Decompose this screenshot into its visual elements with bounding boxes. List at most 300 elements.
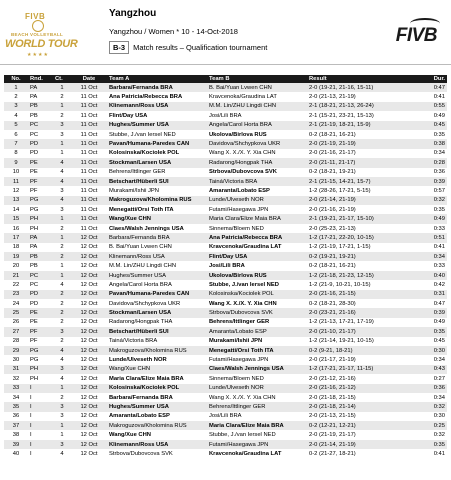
cell-no: 5 — [4, 121, 28, 130]
cell-team-a: Makroguzova/Kholomina RUS — [107, 196, 207, 205]
cell-round: I — [28, 421, 53, 430]
cell-date: 11 Oct — [71, 139, 107, 148]
section-title: Match results – Qualification tournament — [133, 43, 268, 52]
cell-result: 2-0 (21-16, 21-12) — [307, 384, 417, 393]
cell-round: PC — [30, 281, 39, 288]
cell-date: 12 Oct — [80, 375, 98, 382]
cell-result: 2-1 (15-21, 23-21, 15-13) — [309, 112, 374, 119]
cell-result: 2-0 (23-21, 21-16) — [307, 308, 417, 317]
table-row — [4, 355, 447, 364]
cell-duration: 0:28 — [417, 158, 447, 167]
cell-date: 11 Oct — [80, 206, 98, 213]
cell-result: 0-2 (9-21, 18-21) — [307, 346, 417, 355]
cell-court: 1 — [53, 139, 71, 148]
cell-team-a: M.M. Lin/ZHU Lingdi CHN — [109, 263, 177, 270]
world-tour-logo — [5, 12, 78, 60]
cell-team-a: Pavan/Humana-Paredes CAN — [107, 290, 207, 299]
cell-court: 1 — [60, 263, 64, 270]
cell-team-b: Menegatti/Orsi Toth ITA — [207, 346, 307, 355]
cell-no: 6 — [14, 131, 18, 138]
cell-round: I — [30, 394, 32, 401]
cell-round: PG — [30, 357, 39, 364]
table-row — [4, 449, 447, 458]
cell-result: 1-2 (21-19, 17-21, 1-15) — [309, 244, 371, 251]
cell-no: 27 — [4, 327, 28, 336]
cell-team-b: Ukolova/Birlova RUS — [209, 131, 267, 138]
table-row — [4, 374, 447, 383]
cell-court: 2 — [60, 338, 64, 345]
cell-date: 11 Oct — [80, 94, 98, 101]
cell-round: PA — [30, 244, 38, 251]
cell-result: 2-0 (21-16, 21-17) — [309, 150, 356, 157]
cell-team-b: Kravcenoka/Graudina LAT — [209, 94, 277, 101]
cell-duration: 0:49 — [417, 214, 447, 223]
cell-no: 23 — [4, 290, 28, 299]
cell-no: 10 — [12, 169, 20, 176]
cell-court: 2 — [53, 252, 71, 261]
cell-result: 2-0 (21-16, 21-15) — [307, 290, 417, 299]
cell-court: 3 — [60, 206, 64, 213]
cell-date: 12 Oct — [71, 252, 107, 261]
cell-date: 11 Oct — [80, 169, 98, 176]
cell-court: 4 — [60, 375, 64, 382]
cell-team-a: Strbova/Dubovcova SVK — [109, 450, 173, 457]
cell-date: 12 Oct — [80, 281, 98, 288]
cell-date: 12 Oct — [71, 402, 107, 411]
cell-team-b: Ukolova/Birlova RUS — [207, 271, 307, 280]
cell-duration: 0:43 — [417, 365, 447, 374]
cell-date: 11 Oct — [71, 177, 107, 186]
cell-date: 12 Oct — [80, 244, 98, 251]
cell-round: I — [30, 413, 32, 420]
cell-round: PH — [28, 214, 53, 223]
cell-no: 1 — [4, 83, 28, 92]
cell-round: I — [30, 450, 32, 457]
cell-duration: 0:35 — [417, 327, 447, 336]
cell-date: 11 Oct — [71, 196, 107, 205]
cell-court: 3 — [53, 440, 71, 449]
table-row — [4, 308, 447, 317]
cell-no: 21 — [4, 271, 28, 280]
table-row — [4, 290, 447, 299]
table-row — [4, 149, 447, 158]
cell-date: 12 Oct — [80, 300, 98, 307]
cell-court: 4 — [60, 357, 64, 364]
cell-team-b: Wang X. X./X. Y. Xia CHN — [209, 300, 277, 307]
cell-result: 1-2 (21-13, 17-21, 17-19) — [309, 319, 374, 326]
cell-no: 15 — [4, 214, 28, 223]
cell-court: 4 — [60, 169, 64, 176]
cell-team-a: Makroguzova/Kholomina RUS — [107, 346, 207, 355]
cell-duration: 0:57 — [433, 187, 445, 194]
cell-result: 2-0 (21-18, 21-14) — [307, 402, 417, 411]
cell-court: 1 — [53, 102, 71, 111]
cell-team-a: Murakami/Ishii JPN — [109, 187, 159, 194]
cell-no: 2 — [14, 94, 18, 101]
cell-duration: 0:30 — [433, 413, 445, 420]
cell-result: 2-0 (19-21, 21-16, 15-11) — [307, 83, 417, 92]
cell-no: 3 — [4, 102, 28, 111]
table-row — [4, 346, 447, 355]
cell-round: PE — [28, 308, 53, 317]
cell-round: PD — [30, 300, 39, 307]
cell-team-b: Amaranta/Lobato ESP — [207, 327, 307, 336]
cell-team-a: Ana Patricia/Rebecca BRA — [109, 94, 183, 101]
cell-team-a: Makroguzova/Kholomina RUS — [107, 421, 207, 430]
col-header-court: Ct. — [53, 75, 71, 83]
cell-team-a: Maria Clara/Elize Maia BRA — [109, 375, 184, 382]
table-header-row — [4, 75, 447, 83]
cell-duration: 0:32 — [433, 432, 445, 439]
cell-date: 12 Oct — [80, 432, 98, 439]
cell-round: I — [28, 402, 53, 411]
cell-result: 2-0 (21-19, 21-19) — [307, 139, 417, 148]
table-row — [4, 430, 447, 439]
cell-result: 2-1 (19-21, 21-17, 15-10) — [307, 214, 417, 223]
cell-team-b: Stubbe, J./van Iersel NED — [209, 432, 276, 439]
cell-duration: 0:33 — [433, 225, 445, 232]
cell-team-b: Lunde/Ulveseth NOR — [207, 196, 307, 205]
cell-team-a: Hughes/Summer USA — [107, 121, 207, 130]
cell-court: 2 — [53, 290, 71, 299]
table-row — [4, 83, 447, 92]
cell-team-a: Klinemann/Ross USA — [107, 440, 207, 449]
cell-court: 3 — [53, 327, 71, 336]
cell-duration: 0:35 — [417, 440, 447, 449]
cell-result: 2-0 (21-16, 21-19) — [309, 206, 356, 213]
cell-team-b: Sinnema/Bloem NED — [209, 225, 264, 232]
logo-world-tour-text: WORLD TOUR — [5, 38, 78, 50]
col-header-team-a: Team A — [107, 75, 207, 83]
table-row — [4, 111, 447, 120]
cell-result: 1-2 (21-14, 19-21, 10-15) — [309, 338, 374, 345]
cell-date: 11 Oct — [80, 150, 98, 157]
cell-date: 12 Oct — [71, 440, 107, 449]
cell-duration: 0:31 — [417, 290, 447, 299]
cell-court: 2 — [60, 394, 64, 401]
cell-round: PE — [30, 319, 38, 326]
cell-duration: 0:32 — [417, 196, 447, 205]
cell-duration: 0:35 — [433, 131, 445, 138]
cell-team-b: Lunde/Ulveseth NOR — [207, 384, 307, 393]
cell-result: 2-0 (21-14, 21-19) — [307, 440, 417, 449]
table-row — [4, 224, 447, 233]
cell-team-a: B. Bai/Yuan Lvwen CHN — [109, 244, 172, 251]
cell-team-b: Futami/Hasegawa JPN — [209, 357, 269, 364]
cell-team-a: Barbara/Fernanda BRA — [109, 394, 173, 401]
cell-court: 3 — [53, 365, 71, 374]
cell-team-a: Stockman/Larsen USA — [107, 158, 207, 167]
cell-date: 12 Oct — [80, 338, 98, 345]
cell-team-a: Betschart/Hüberli SUI — [107, 177, 207, 186]
cell-date: 11 Oct — [71, 158, 107, 167]
table-row — [4, 393, 447, 402]
cell-duration: 0:36 — [417, 384, 447, 393]
cell-round: PH — [30, 375, 39, 382]
table-row — [4, 421, 447, 430]
cell-no: 38 — [12, 432, 20, 439]
cell-round: I — [28, 384, 53, 393]
cell-result: 2-1 (21-15, 14-21, 15-7) — [307, 177, 417, 186]
cell-team-a: Stubbe, J./van Iersel NED — [109, 131, 176, 138]
cell-duration: 0:51 — [417, 233, 447, 242]
table-row — [4, 318, 447, 327]
cell-round: PE — [30, 169, 38, 176]
cell-round: PD — [30, 150, 39, 157]
cell-round: PH — [30, 225, 39, 232]
cell-round: PF — [28, 177, 53, 186]
cell-duration: 0:49 — [433, 319, 445, 326]
cell-no: 14 — [12, 206, 20, 213]
cell-team-b: Davidova/Shchypkova UKR — [207, 139, 307, 148]
cell-team-b: Amaranta/Lobato ESP — [209, 187, 270, 194]
cell-no: 16 — [12, 225, 20, 232]
table-row — [4, 214, 447, 223]
cell-result: 2-0 (21-18, 21-15) — [309, 394, 356, 401]
cell-team-a: Lunde/Ulveseth NOR — [109, 357, 167, 364]
cell-no: 26 — [12, 319, 20, 326]
cell-no: 29 — [4, 346, 28, 355]
cell-team-b: Futami/Hasegawa JPN — [209, 206, 269, 213]
cell-court: 3 — [60, 187, 64, 194]
cell-duration: 0:41 — [433, 450, 445, 457]
cell-round: PG — [30, 206, 39, 213]
cell-team-a: Flint/Day USA — [109, 112, 148, 119]
cell-no: 24 — [12, 300, 20, 307]
cell-result: 2-1 (18-21, 21-13, 26-24) — [307, 102, 417, 111]
table-row — [4, 121, 447, 130]
cell-duration: 0:49 — [433, 112, 445, 119]
section-heading — [109, 41, 267, 54]
cell-duration: 0:39 — [417, 177, 447, 186]
cell-round: PB — [28, 102, 53, 111]
cell-court: 1 — [53, 233, 71, 242]
cell-duration: 0:45 — [433, 338, 445, 345]
cell-result: 2-0 (21-14, 21-19) — [307, 196, 417, 205]
cell-court: 4 — [53, 346, 71, 355]
cell-duration: 0:55 — [417, 102, 447, 111]
cell-no: 33 — [4, 384, 28, 393]
cell-court: 4 — [53, 158, 71, 167]
cell-no: 11 — [4, 177, 28, 186]
cell-round: PG — [28, 346, 53, 355]
table-row — [4, 440, 447, 449]
table-row — [4, 130, 447, 139]
cell-team-a: Pavan/Humana-Paredes CAN — [107, 139, 207, 148]
fivb-logo — [396, 25, 437, 47]
cell-result: 1-2 (21-9, 10-21, 10-15) — [309, 281, 371, 288]
cell-team-a: Wang/Xue CHN — [109, 432, 151, 439]
cell-result: 1-2 (17-21, 21-17, 11-15) — [307, 365, 417, 374]
cell-team-b: B. Bai/Yuan Lvwen CHN — [207, 83, 307, 92]
cell-round: PC — [30, 131, 39, 138]
cell-duration: 0:32 — [417, 402, 447, 411]
cell-court: 3 — [53, 121, 71, 130]
cell-team-b: Maria Clara/Elize Maia BRA — [207, 421, 307, 430]
cell-court: 2 — [60, 94, 64, 101]
results-body — [4, 83, 447, 459]
cell-team-b: Josi/Lili BRA — [209, 263, 245, 270]
table-row — [4, 327, 447, 336]
cell-duration: 0:42 — [433, 281, 445, 288]
cell-team-b: Futami/Hasegawa JPN — [207, 440, 307, 449]
logo-fivb-text: FIVB — [25, 12, 46, 21]
cell-team-a: Wang/Xue CHN — [107, 214, 207, 223]
cell-result: 2-1 (21-19, 18-21, 15-9) — [307, 121, 417, 130]
cell-team-b: Kravcenoka/Graudina LAT — [209, 244, 282, 251]
cell-date: 12 Oct — [71, 384, 107, 393]
cell-no: 25 — [4, 308, 28, 317]
cell-duration: 0:38 — [417, 139, 447, 148]
cell-date: 12 Oct — [80, 450, 98, 457]
cell-no: 32 — [12, 375, 20, 382]
cell-date: 11 Oct — [71, 83, 107, 92]
cell-result: 0-2 (18-21, 28-30) — [309, 300, 356, 307]
cell-court: 1 — [53, 83, 71, 92]
cell-team-a: Klinemann/Ross USA — [107, 102, 207, 111]
page-header — [0, 0, 451, 74]
table-row — [4, 158, 447, 167]
volleyball-icon — [32, 20, 44, 32]
cell-duration: 0:34 — [433, 394, 445, 401]
cell-team-b: Josi/Lili BRA — [209, 112, 242, 119]
table-row — [4, 177, 447, 186]
cell-date: 11 Oct — [80, 225, 98, 232]
cell-team-a: Davidova/Shchypkova UKR — [109, 300, 181, 307]
cell-round: PD — [28, 290, 53, 299]
page-title: Yangzhou — [109, 8, 157, 19]
cell-round: PC — [28, 121, 53, 130]
cell-no: 19 — [4, 252, 28, 261]
cell-result: 2-0 (21-11, 21-17) — [307, 158, 417, 167]
cell-team-b: Radarong/Hongpak THA — [207, 158, 307, 167]
cell-team-b: Wang X. X./X. Y. Xia CHN — [209, 150, 276, 157]
cell-date: 11 Oct — [80, 112, 98, 119]
cell-team-a: Betschart/Hüberli SUI — [107, 327, 207, 336]
cell-round: PC — [28, 271, 53, 280]
cell-date: 11 Oct — [71, 121, 107, 130]
cell-date: 11 Oct — [71, 102, 107, 111]
cell-result: 2-0 (21-12, 21-16) — [309, 375, 356, 382]
cell-court: 1 — [53, 214, 71, 223]
cell-no: 30 — [12, 357, 20, 364]
cell-duration: 0:33 — [433, 263, 445, 270]
cell-round: PB — [30, 263, 38, 270]
table-row — [4, 205, 447, 214]
cell-team-a: Behrens/Ittlinger GER — [109, 169, 166, 176]
cell-court: 3 — [53, 402, 71, 411]
cell-result: 1-2 (17-21, 22-20, 10-15) — [307, 233, 417, 242]
cell-result: 2-0 (21-19, 21-17) — [309, 432, 356, 439]
cell-round: PB — [28, 252, 53, 261]
cell-no: 7 — [4, 139, 28, 148]
table-row — [4, 337, 447, 346]
cell-court: 2 — [60, 225, 64, 232]
cell-round: PF — [28, 327, 53, 336]
cell-team-b: Kolosinska/Kociolek POL — [207, 290, 307, 299]
cell-round: I — [30, 432, 32, 439]
cell-duration: 0:47 — [417, 83, 447, 92]
cell-date: 12 Oct — [71, 346, 107, 355]
cell-team-a: Radarong/Hongpak THA — [109, 319, 173, 326]
cell-round: PD — [28, 139, 53, 148]
event-subtitle: Yangzhou / Women * 10 - 14-Oct-2018 — [109, 27, 238, 36]
cell-no: 13 — [4, 196, 28, 205]
cell-team-a: Stockman/Larsen USA — [107, 308, 207, 317]
table-row — [4, 186, 447, 195]
cell-date: 12 Oct — [71, 233, 107, 242]
cell-round: PB — [30, 112, 38, 119]
cell-date: 11 Oct — [80, 131, 98, 138]
cell-no: 37 — [4, 421, 28, 430]
cell-result: 2-0 (21-13, 21-19) — [309, 94, 356, 101]
cell-no: 31 — [4, 365, 28, 374]
cell-result: 0-2 (21-27, 18-21) — [309, 450, 356, 457]
cell-result: 1-2 (21-18, 21-23, 12-15) — [307, 271, 417, 280]
cell-team-b: Maria Clara/Elize Maia BRA — [207, 214, 307, 223]
cell-duration: 0:34 — [433, 150, 445, 157]
col-header-result: Result — [307, 75, 417, 83]
cell-round: PA — [30, 94, 38, 101]
cell-team-a: Amaranta/Lobato ESP — [109, 413, 170, 420]
cell-team-b: Kravcenoka/Graudina LAT — [209, 450, 282, 457]
cell-duration: 0:41 — [433, 94, 445, 101]
cell-date: 12 Oct — [71, 365, 107, 374]
cell-no: 22 — [12, 281, 20, 288]
table-row — [4, 243, 447, 252]
cell-team-b: Behrens/Ittlinger GER — [207, 402, 307, 411]
col-header-duration: Dur. — [417, 75, 447, 83]
cell-team-b: Tainá/Victoria BRA — [207, 177, 307, 186]
cell-team-b: Murakami/Ishii JPN — [209, 338, 263, 345]
table-row — [4, 280, 447, 289]
cell-duration: 0:34 — [433, 357, 445, 364]
table-row — [4, 252, 447, 261]
fivb-arc-icon — [410, 18, 440, 29]
cell-team-b: Josi/Lili BRA — [209, 413, 242, 420]
cell-team-b: Sinnema/Bloem NED — [209, 375, 264, 382]
cell-court: 4 — [53, 177, 71, 186]
cell-court: 4 — [60, 450, 64, 457]
cell-team-a: Tainá/Victoria BRA — [109, 338, 158, 345]
header-divider — [0, 64, 451, 65]
cell-round: PH — [28, 365, 53, 374]
cell-team-a: Klinemann/Ross USA — [107, 252, 207, 261]
cell-no: 17 — [4, 233, 28, 242]
cell-round: PA — [28, 233, 53, 242]
cell-result: 2-0 (21-10, 21-17) — [307, 327, 417, 336]
cell-team-b: Claes/Walsh Jennings USA — [207, 365, 307, 374]
cell-no: 35 — [4, 402, 28, 411]
cell-team-b: M.M. Lin/ZHU Lingdi CHN — [207, 102, 307, 111]
cell-no: 9 — [4, 158, 28, 167]
table-row — [4, 196, 447, 205]
table-row — [4, 233, 447, 242]
cell-date: 11 Oct — [71, 214, 107, 223]
cell-court: 1 — [60, 150, 64, 157]
cell-team-a: Claes/Walsh Jennings USA — [109, 225, 184, 232]
col-header-team-b: Team B — [207, 75, 307, 83]
cell-court: 2 — [60, 300, 64, 307]
cell-court: 1 — [53, 421, 71, 430]
cell-duration: 0:45 — [417, 121, 447, 130]
cell-date: 12 Oct — [80, 263, 98, 270]
cell-no: 40 — [12, 450, 20, 457]
cell-no: 39 — [4, 440, 28, 449]
cell-court: 4 — [60, 281, 64, 288]
cell-no: 12 — [12, 187, 20, 194]
cell-result: 2-0 (21-13, 21-15) — [309, 413, 356, 420]
